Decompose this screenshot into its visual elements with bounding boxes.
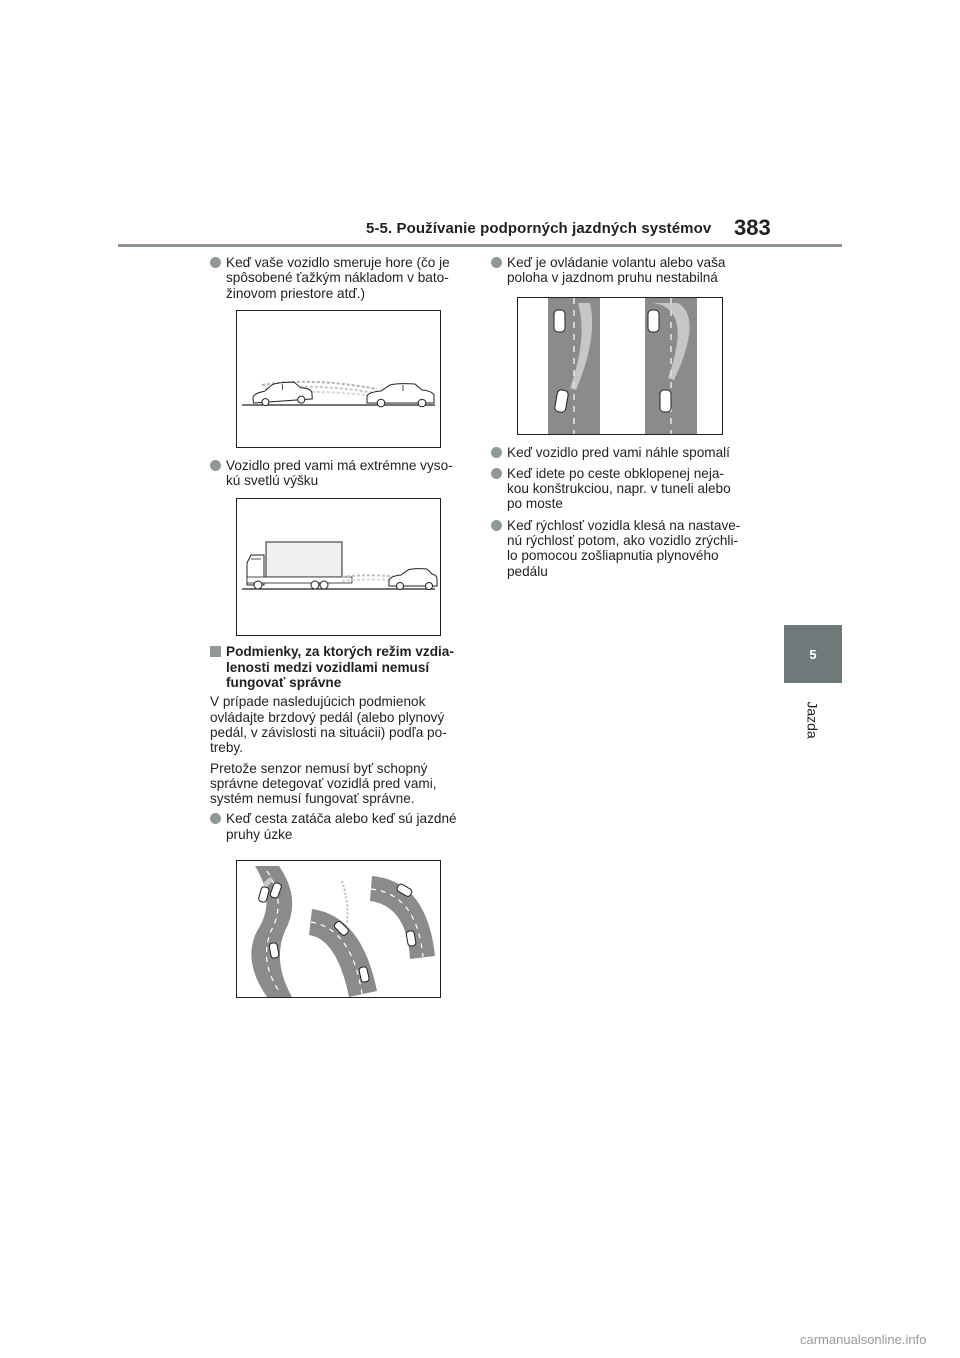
illustration-curving-roads [236, 860, 441, 998]
bullet-dot-icon [210, 257, 221, 268]
bullet-tunnel-bridge: Keď idete po ceste obklopenej neja- kou konštrukciou, napr. v tuneli alebo po moste [491, 466, 751, 512]
header-rule [118, 244, 842, 247]
left-column [210, 255, 470, 998]
bullet-dot-icon [491, 447, 502, 458]
right-column [491, 255, 751, 585]
illustration-truck-ahead [236, 498, 441, 636]
page-header-title: 5-5. Používanie podporných jazdných systémov [366, 220, 712, 237]
section-heading-conditions: Podmienky, za ktorých režim vzdia- lenosti medzi vozidlami nemusí fungovať správne [210, 644, 470, 690]
page-number: 383 [734, 215, 771, 240]
bullet-unstable-steering: Keď je ovládanie volantu alebo vaša poloha v jazdnom pruhu nestabilná [491, 255, 751, 286]
chapter-tab[interactable]: 5 [784, 625, 842, 683]
bullet-dot-icon [491, 468, 502, 479]
illustration-car-tilted-up [236, 310, 441, 448]
bullet-speed-decrease: Keď rýchlosť vozidla klesá na nastave- nú rýchlosť potom, ako vozidlo zrýchli- lo pomocou zošliapnutia plynového pedálu [491, 518, 751, 579]
paragraph-brake-pedal: V prípade nasledujúcich podmienok ovládajte brzdový pedál (alebo plynový pedál, v závislosti na situácii) podľa po- treby. [210, 694, 447, 756]
bullet-vehicle-pointing-up: Keď vaše vozidlo smeruje hore (čo je spôsobené ťažkým nákladom v bato- žinovom priestore atď.) [210, 255, 470, 301]
bullet-dot-icon [491, 257, 502, 268]
bullet-sudden-slowdown: Keď vozidlo pred vami náhle spomalí [491, 445, 751, 460]
chapter-label: Jazda [804, 701, 821, 739]
illustration-unstable-lane-position [517, 297, 723, 435]
bullet-curves-narrow-lanes: Keď cesta zatáča alebo keď sú jazdné pruhy úzke [210, 811, 470, 842]
bullet-dot-icon [210, 813, 221, 824]
bullet-dot-icon [491, 520, 502, 531]
watermark: carmanualsonline.info [800, 1332, 927, 1347]
bullet-dot-icon [210, 460, 221, 471]
heading-square-icon [210, 646, 221, 657]
paragraph-sensor: Pretože senzor nemusí byť schopný správne detegovať vozidlá pred vami, systém nemusí fungovať správne. [210, 760, 437, 807]
bullet-high-clearance-vehicle: Vozidlo pred vami má extrémne vyso- kú svetlú výšku [210, 458, 470, 489]
